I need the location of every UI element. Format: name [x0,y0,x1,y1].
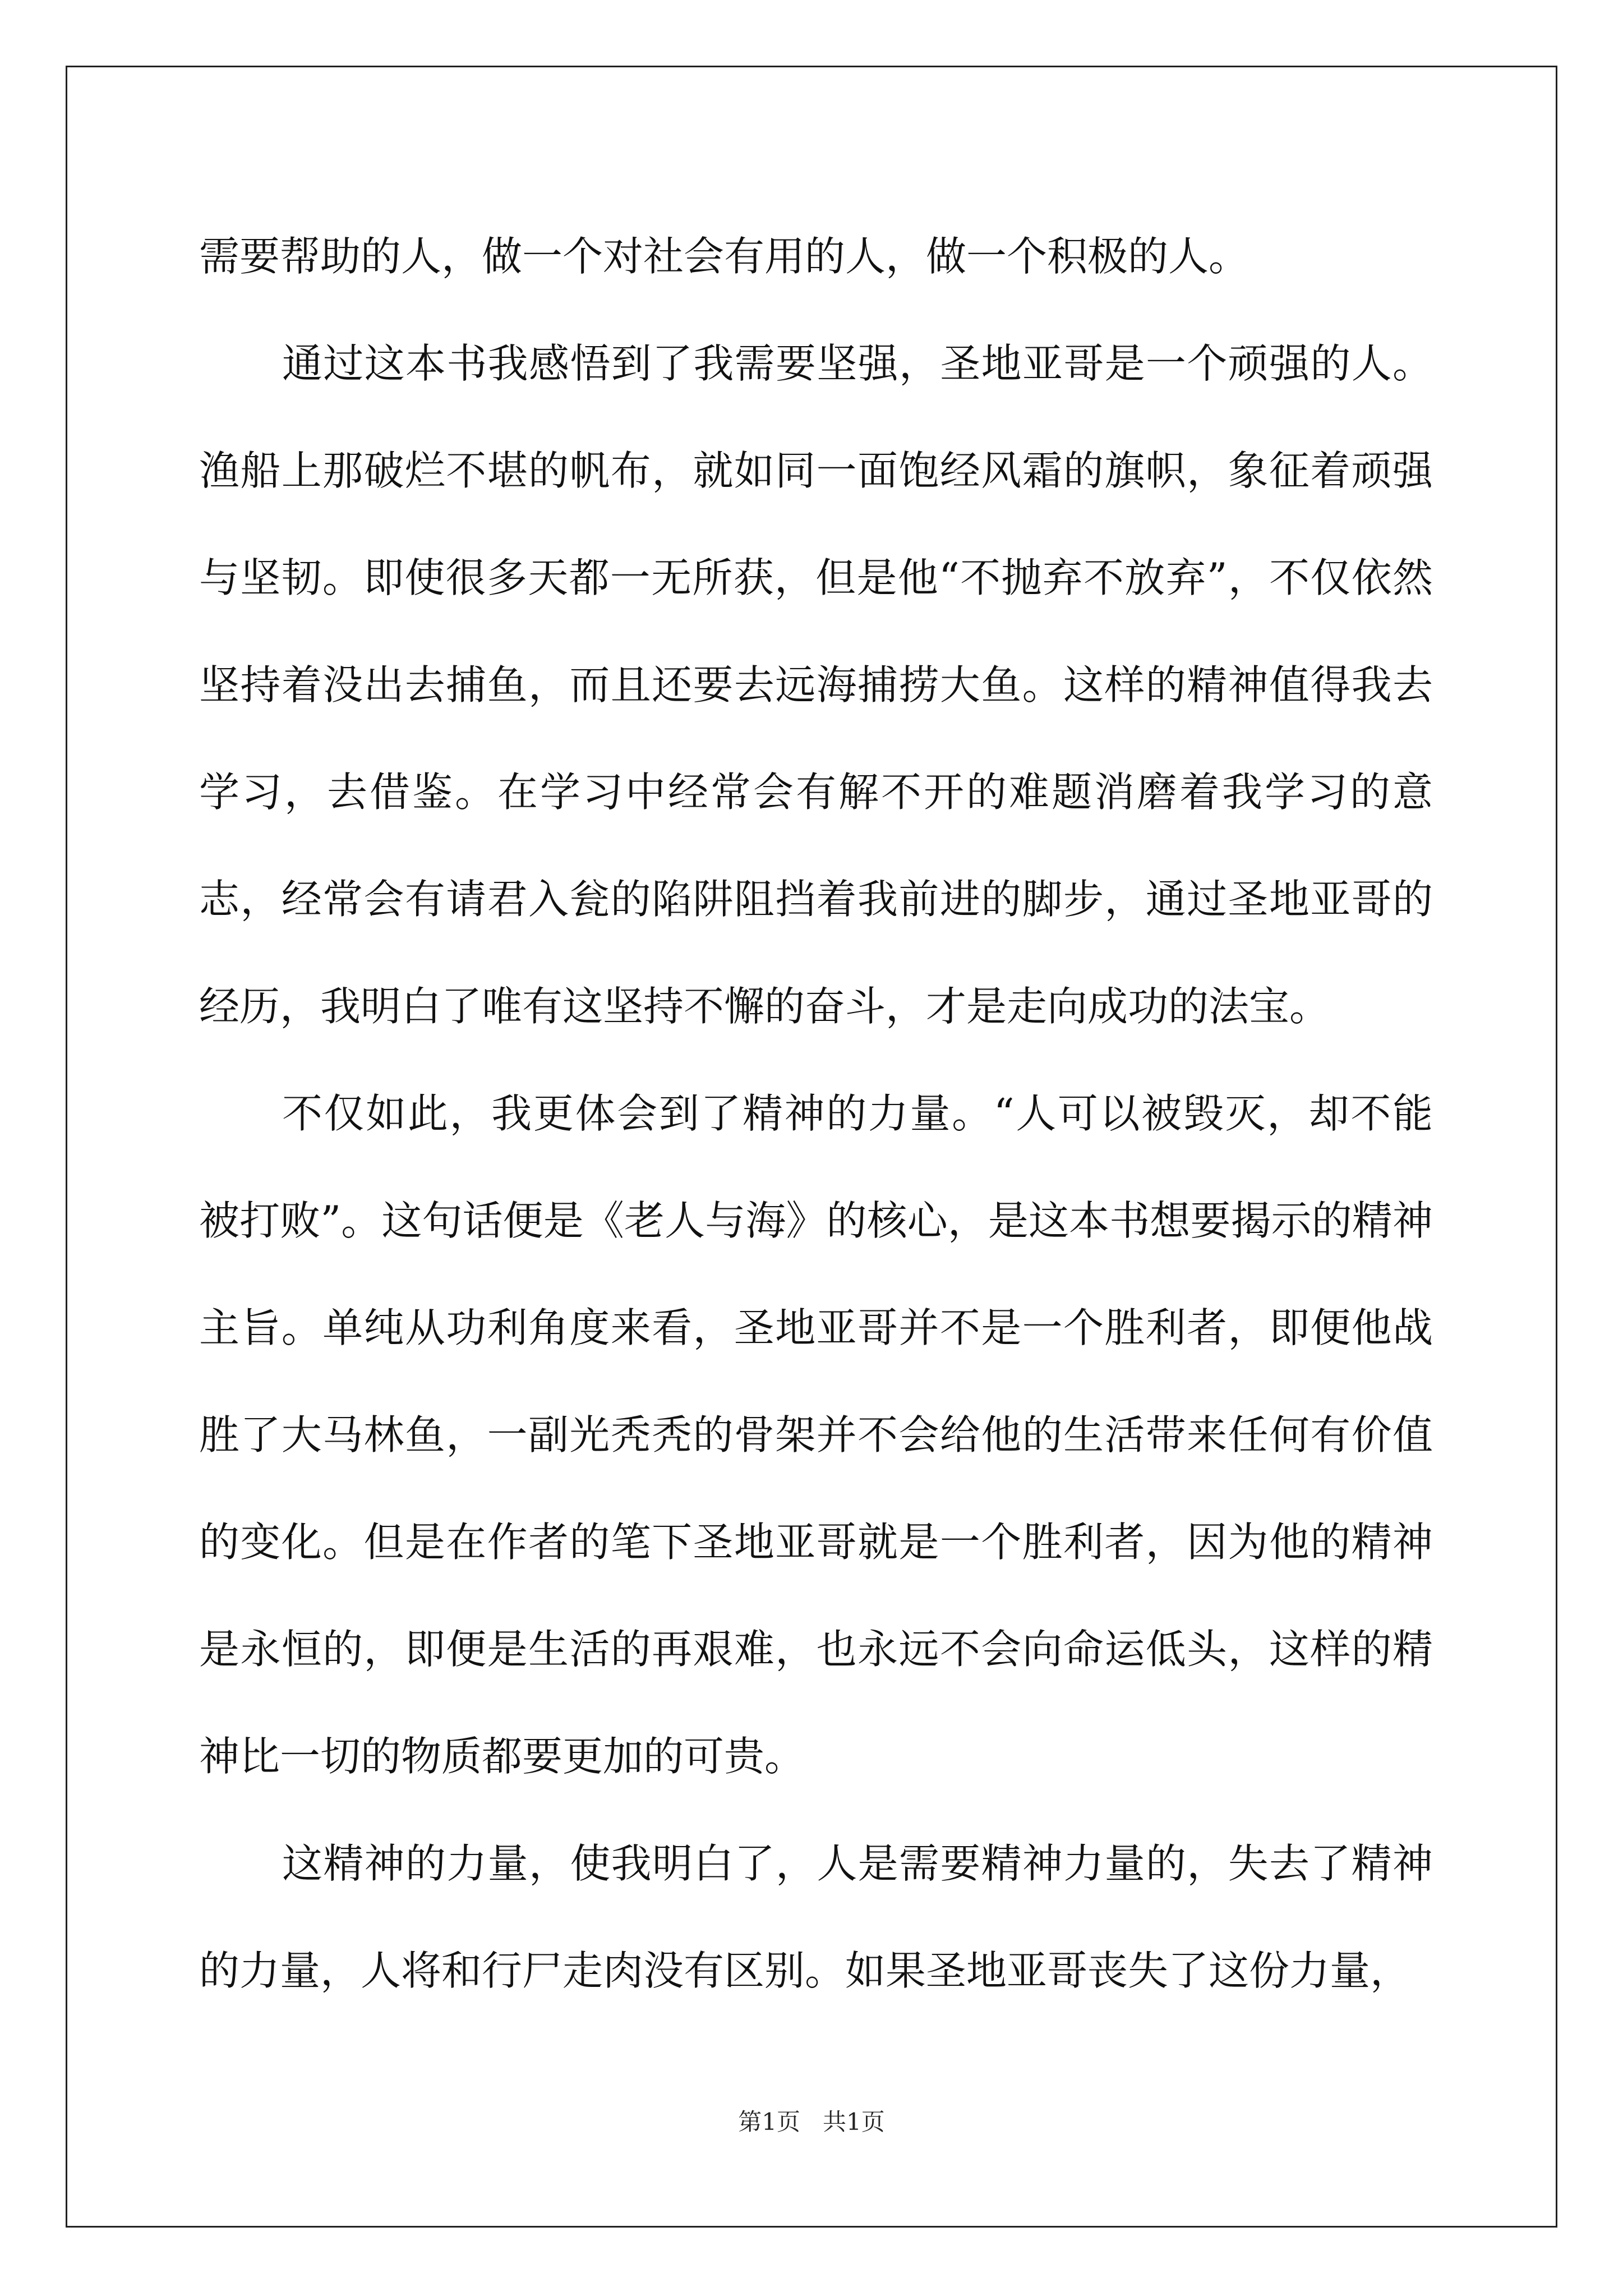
paragraph-2: 通过这本书我感悟到了我需要坚强，圣地亚哥是一个顽强的人。渔船上那破烂不堪的帆布，就如同一面饱经风霜的旗帜，象征着顽强与坚韧。即使很多天都一无所获，但是他“不抛弃不放弃”，不仅依然坚持着没出去捕鱼，而且还要去远海捕捞大鱼。这样的精神值得我去学习，去借鉴。在学习中经常会有解不开的难题消磨着我学习的意志，经常会有请君入瓮的陷阱阻挡着我前进的脚步，通过圣地亚哥的经历，我明白了唯有这坚持不懈的奋斗，才是走向成功的法宝。 [199,340,1433,1030]
document-body [199,203,1433,2024]
paragraph-4: 这精神的力量，使我明白了，人是需要精神力量的，失去了精神的力量，人将和行尸走肉没有区别。如果圣地亚哥丧失了这份力量， [199,1840,1433,1994]
paragraph-3: 不仅如此，我更体会到了精神的力量。“人可以被毁灭，却不能被打败”。这句话便是《老人与海》的核心，是这本书想要揭示的精神主旨。单纯从功利角度来看，圣地亚哥并不是一个胜利者，即便他战胜了大马林鱼，一副光秃秃的骨架并不会给他的生活带来任何有价值的变化。但是在作者的笔下圣地亚哥就是一个胜利者，因为他的精神是永恒的，即便是生活的再艰难，也永远不会向命运低头，这样的精神比一切的物质都要更加的可贵。 [199,1090,1433,1780]
paragraph-1: 需要帮助的人，做一个对社会有用的人，做一个积极的人。 [199,233,1249,280]
page-number-footer: 第1页 共1页 [738,2108,885,2136]
